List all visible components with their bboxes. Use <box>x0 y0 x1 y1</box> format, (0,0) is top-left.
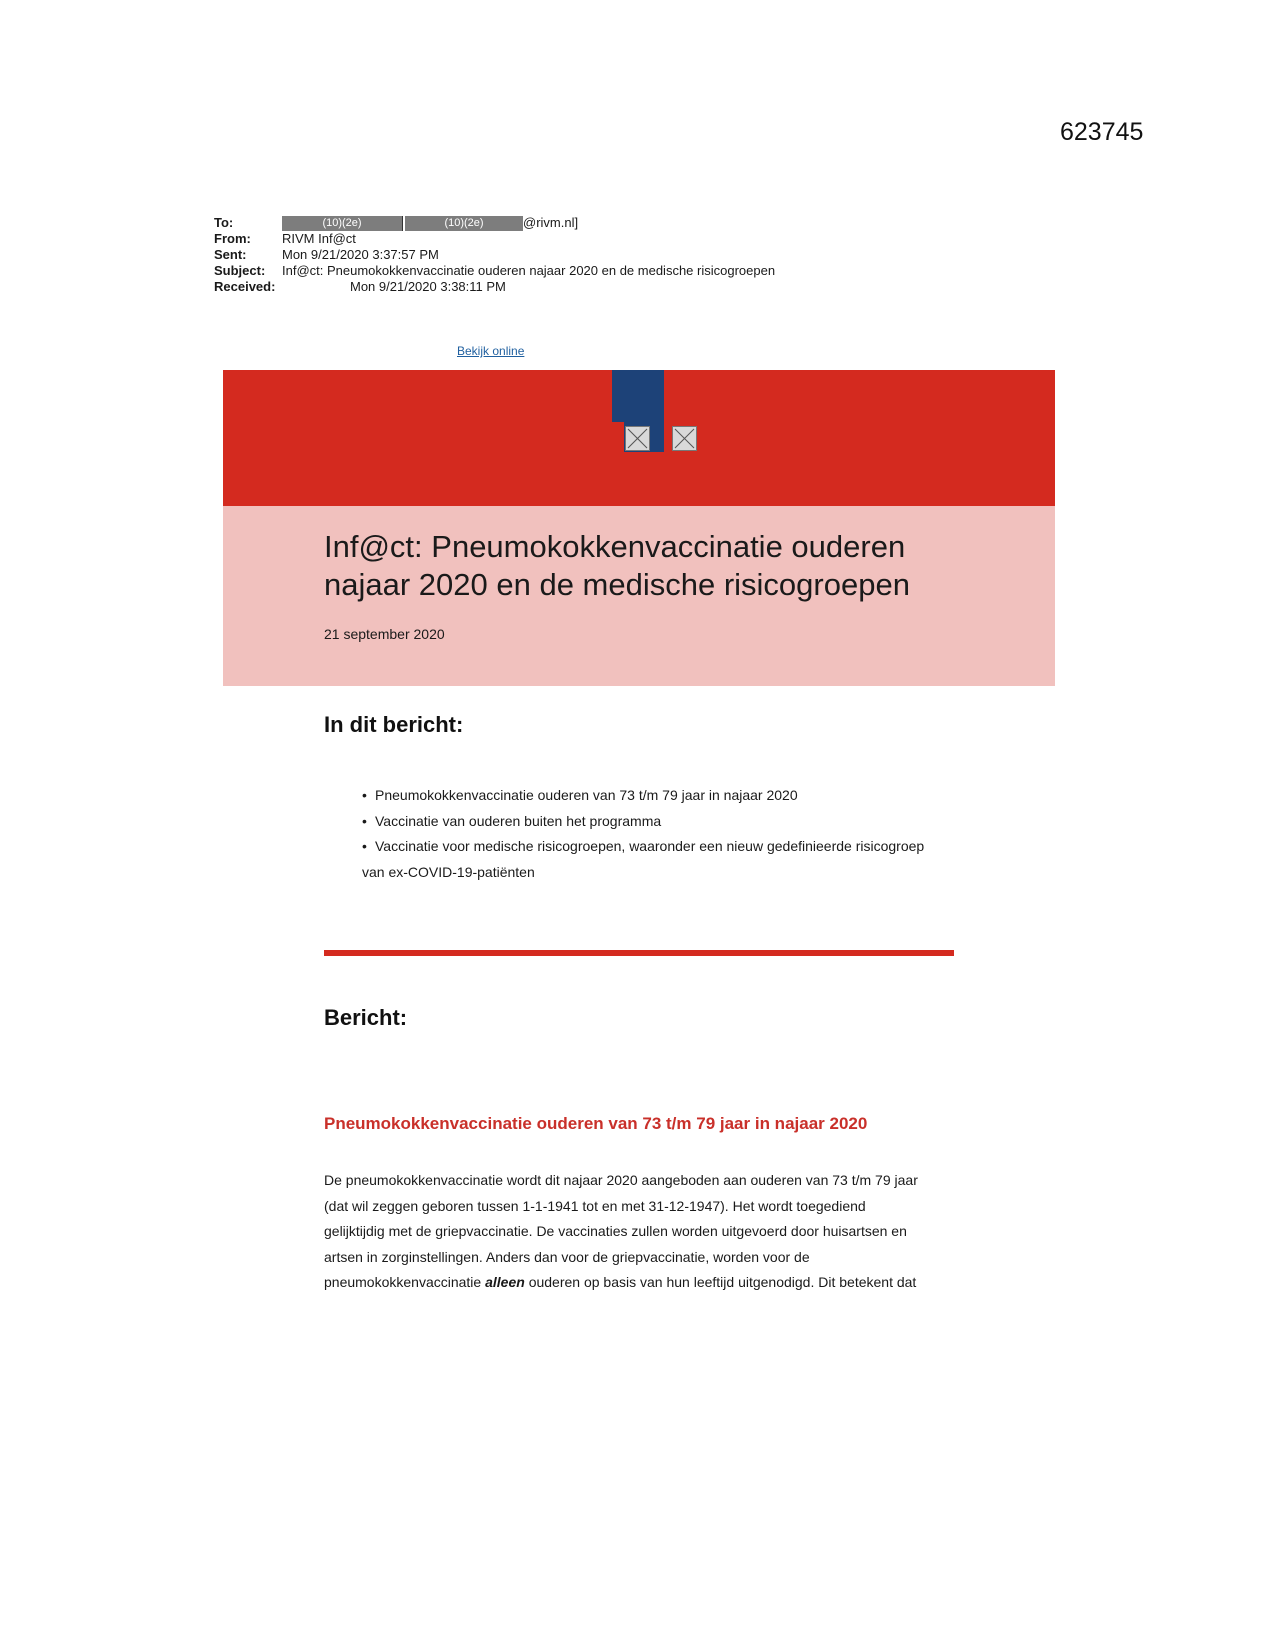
list-item-text: Vaccinatie voor medische risicogroepen, waaronder een nieuw gedefinieerde risicogroep <box>375 838 925 854</box>
logo-bar-notch <box>612 422 624 452</box>
email-to-row <box>214 215 775 231</box>
redaction-box: (10)(2e) <box>282 216 402 231</box>
article-subheading: Pneumokokkenvaccinatie ouderen van 73 t/m 79 jaar in najaar 2020 <box>324 1114 868 1133</box>
body-text-segment: ouderen op basis van hun leeftijd uitgenodigd. Dit betekent dat <box>524 1274 917 1290</box>
email-sent-row <box>214 247 775 263</box>
subject-value: Inf@ct: Pneumokokkenvaccinatie ouderen najaar 2020 en de medische risicogroepen <box>282 263 776 278</box>
title-line: najaar 2020 en de medische risicogroepen <box>324 567 910 602</box>
section-divider <box>324 950 954 956</box>
list-item: • Vaccinatie van ouderen buiten het programma <box>362 809 962 835</box>
to-label: To: <box>214 215 234 230</box>
list-item-continuation: van ex-COVID-19-patiënten <box>362 863 535 880</box>
contents-list <box>362 783 962 885</box>
list-item <box>362 834 962 885</box>
body-line: gelijktijdig met de griepvaccinatie. De vaccinaties zullen worden uitgevoerd door huisartsen en <box>324 1223 907 1239</box>
body-line <box>324 1270 964 1296</box>
sent-value: Mon 9/21/2020 3:37:57 PM <box>282 247 439 262</box>
body-line: De pneumokokkenvaccinatie wordt dit najaar 2020 aangeboden aan ouderen van 73 t/m 79 jaar <box>324 1172 918 1188</box>
to-value <box>282 215 578 231</box>
email-from-row <box>214 231 775 247</box>
body-line: artsen in zorginstellingen. Anders dan voor de griepvaccinatie, worden voor de <box>324 1248 810 1265</box>
document-number: 623745 <box>1060 118 1144 146</box>
newsletter-title-block <box>223 506 1055 686</box>
email-header <box>214 215 775 295</box>
broken-image-icon <box>625 426 650 451</box>
body-line: (dat wil zeggen geboren tussen 1-1-1941 tot en met 31-12-1947). Het wordt toegediend <box>324 1197 866 1214</box>
received-value: Mon 9/21/2020 3:38:11 PM <box>350 279 506 294</box>
sent-label: Sent: <box>214 247 247 262</box>
from-label: From: <box>214 231 251 246</box>
bericht-heading: Bericht: <box>324 1005 408 1030</box>
view-online-link[interactable]: Bekijk online <box>457 344 525 358</box>
in-dit-bericht-heading: In dit bericht: <box>324 712 464 737</box>
from-value: RIVM Inf@ct <box>282 231 356 246</box>
broken-image-icon <box>672 426 697 451</box>
redaction-box: (10)(2e) <box>405 216 523 231</box>
body-text-segment: pneumokokkenvaccinatie <box>324 1274 486 1290</box>
subject-label: Subject: <box>214 263 266 278</box>
received-label: Received: <box>214 279 276 294</box>
article-body <box>324 1168 964 1296</box>
list-item: • Pneumokokkenvaccinatie ouderen van 73 t/m 79 jaar in najaar 2020 <box>362 783 962 809</box>
newsletter-title <box>324 528 964 604</box>
emphasis-text: alleen <box>485 1274 525 1290</box>
title-line: Inf@ct: Pneumokokkenvaccinatie ouderen <box>324 529 906 564</box>
newsletter-banner <box>223 370 1055 506</box>
email-received-row <box>214 279 775 295</box>
to-suffix: @rivm.nl] <box>523 214 579 230</box>
newsletter-date: 21 september 2020 <box>324 626 445 642</box>
email-subject-row <box>214 263 775 279</box>
